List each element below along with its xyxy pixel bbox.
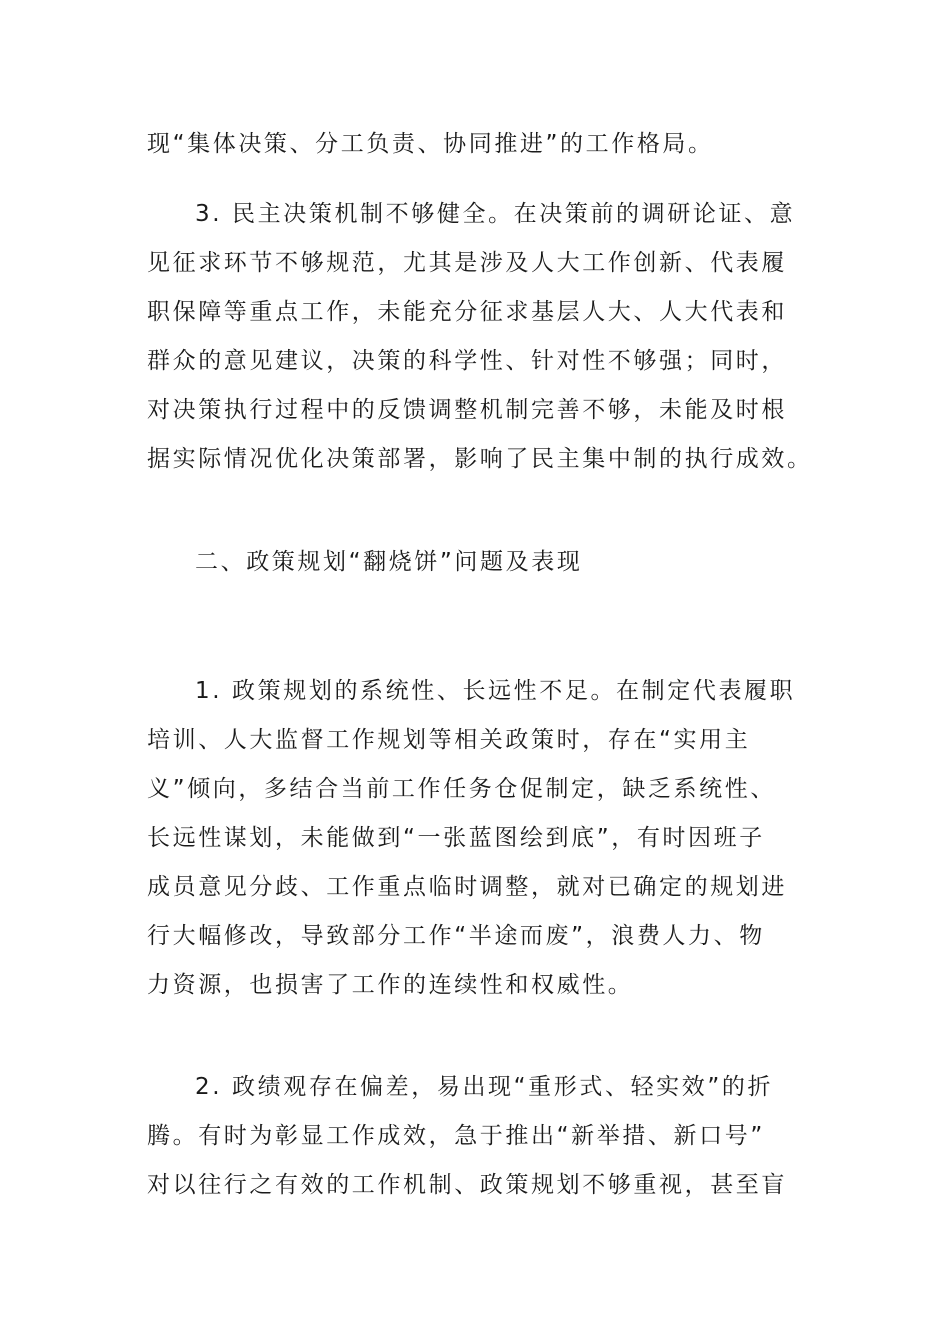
text-line: 现“集体决策、分工负责、协同推进”的工作格局。 [147, 131, 714, 157]
paragraph-democratic-decision [147, 190, 813, 484]
paragraph-performance-view [147, 1063, 807, 1210]
paragraph-policy-planning [147, 667, 807, 1010]
text-line: 群众的意见建议，决策的科学性、针对性不够强；同时， [147, 348, 787, 374]
text-line: 长远性谋划，未能做到“一张蓝图绘到底”，有时因班子 [147, 825, 765, 851]
text-line: 对以往行之有效的工作机制、政策规划不够重视，甚至盲 [147, 1172, 787, 1198]
heading-line: 二、政策规划“翻烧饼”问题及表现 [195, 549, 583, 575]
text-line: 职保障等重点工作，未能充分征求基层人大、人大代表和 [147, 299, 787, 325]
text-line: 对决策执行过程中的反馈调整机制完善不够，未能及时根 [147, 397, 787, 423]
text-line: 3. 民主决策机制不够健全。在决策前的调研论证、意 [195, 201, 796, 227]
text-line: 2. 政绩观存在偏差，易出现“重形式、轻实效”的折 [195, 1074, 774, 1100]
text-line: 成员意见分歧、工作重点临时调整，就对已确定的规划进 [147, 874, 787, 900]
text-line: 腾。有时为彰显工作成效，急于推出“新举措、新口号” [147, 1123, 765, 1149]
text-line: 行大幅修改，导致部分工作“半途而废”，浪费人力、物 [147, 923, 765, 949]
text-line: 力资源，也损害了工作的连续性和权威性。 [147, 972, 634, 998]
text-line: 义”倾向，多结合当前工作任务仓促制定，缺乏系统性、 [147, 776, 776, 802]
paragraph-continuation [147, 120, 807, 169]
text-line: 1. 政策规划的系统性、长远性不足。在制定代表履职 [195, 678, 796, 704]
text-line: 见征求环节不够规范，尤其是涉及人大工作创新、代表履 [147, 250, 787, 276]
text-line: 据实际情况优化决策部署，影响了民主集中制的执行成效。 [147, 446, 813, 472]
text-line: 培训、人大监督工作规划等相关政策时，存在“实用主 [147, 727, 751, 753]
section-heading [147, 538, 807, 587]
